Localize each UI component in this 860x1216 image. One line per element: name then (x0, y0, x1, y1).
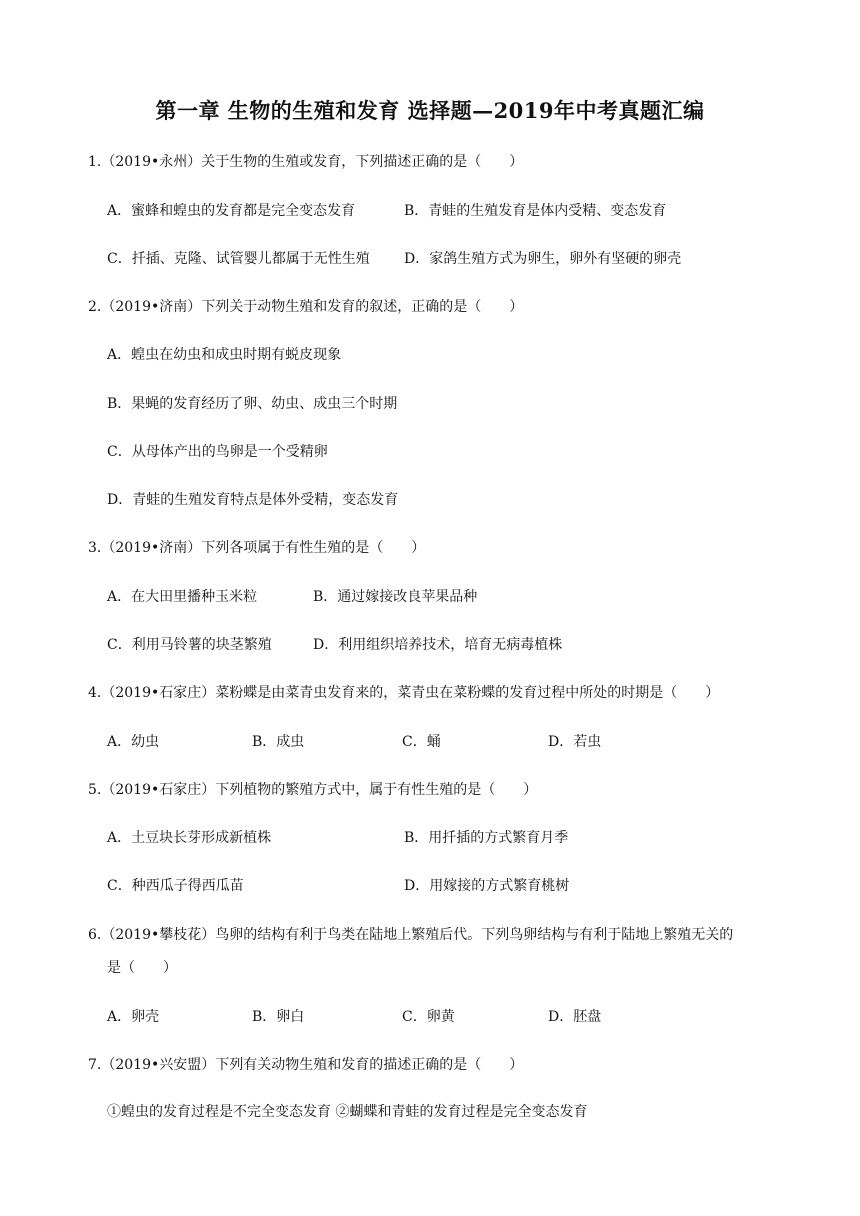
question-1-option-a: A．蜜蜂和蝗虫的发育都是完全变态发育 (107, 203, 356, 219)
question-1-option-d: D．家鸽生殖方式为卵生，卵外有坚硬的卵壳 (404, 251, 682, 267)
question-6-option-d: D．胚盘 (548, 1009, 602, 1025)
question-6-option-a: A．卵壳 (107, 1009, 160, 1025)
question-5-option-a: A．土豆块长芽形成新植株 (107, 830, 272, 846)
question-4-stem: 4.（2019•石家庄）菜粉蝶是由菜青虫发育来的，菜青虫在菜粉蝶的发育过程中所处的时期是（ ） (88, 685, 720, 701)
question-5-option-d: D．用嫁接的方式繁育桃树 (404, 878, 570, 894)
question-3-option-a: A．在大田里播种玉米粒 (107, 589, 258, 605)
question-5-option-c: C．种西瓜子得西瓜苗 (107, 878, 244, 894)
question-7-stem: 7.（2019•兴安盟）下列有关动物生殖和发育的描述正确的是（ ） (88, 1057, 524, 1073)
question-6-stem-continued: 是（ ） (107, 960, 177, 976)
question-5-stem: 5.（2019•石家庄）下列植物的繁殖方式中，属于有性生殖的是（ ） (88, 782, 538, 798)
question-3-option-d: D．利用组织培养技术，培育无病毒植株 (313, 637, 563, 653)
question-4-option-a: A．幼虫 (107, 734, 160, 750)
question-1-stem: 1.（2019•永州）关于生物的生殖或发育，下列描述正确的是（ ） (88, 154, 524, 170)
question-2-option-d: D．青蛙的生殖发育特点是体外受精，变态发育 (107, 492, 399, 508)
question-2-option-b: B．果蝇的发育经历了卵、幼虫、成虫三个时期 (107, 396, 398, 412)
question-4-option-d: D．若虫 (548, 734, 602, 750)
question-2-option-a: A．蝗虫在幼虫和成虫时期有蜕皮现象 (107, 347, 342, 363)
question-2-option-c: C．从母体产出的鸟卵是一个受精卵 (107, 444, 328, 460)
question-1-option-c: C．扦插、克隆、试管婴儿都属于无性生殖 (107, 251, 370, 267)
question-4-option-b: B．成虫 (252, 734, 305, 750)
page-title: 第一章 生物的生殖和发育 选择题—2019年中考真题汇编 (155, 98, 705, 123)
question-3-option-b: B．通过嫁接改良苹果品种 (313, 589, 478, 605)
question-3-option-c: C．利用马铃薯的块茎繁殖 (107, 637, 272, 653)
question-4-option-c: C．蛹 (402, 734, 441, 750)
question-3-stem: 3.（2019•济南）下列各项属于有性生殖的是（ ） (88, 540, 426, 556)
question-5-option-b: B．用扦插的方式繁育月季 (404, 830, 569, 846)
question-6-option-c: C．卵黄 (402, 1009, 455, 1025)
question-6-stem: 6.（2019•攀枝花）鸟卵的结构有利于鸟类在陆地上繁殖后代。下列鸟卵结构与有利于陆地上繁殖无关的 (88, 927, 734, 943)
question-6-option-b: B．卵白 (252, 1009, 305, 1025)
question-2-stem: 2.（2019•济南）下列关于动物生殖和发育的叙述，正确的是（ ） (88, 299, 524, 315)
question-1-option-b: B．青蛙的生殖发育是体内受精、变态发育 (404, 203, 667, 219)
question-7-statements: ①蝗虫的发育过程是不完全变态发育 ②蝴蝶和青蛙的发育过程是完全变态发育 (107, 1104, 588, 1120)
